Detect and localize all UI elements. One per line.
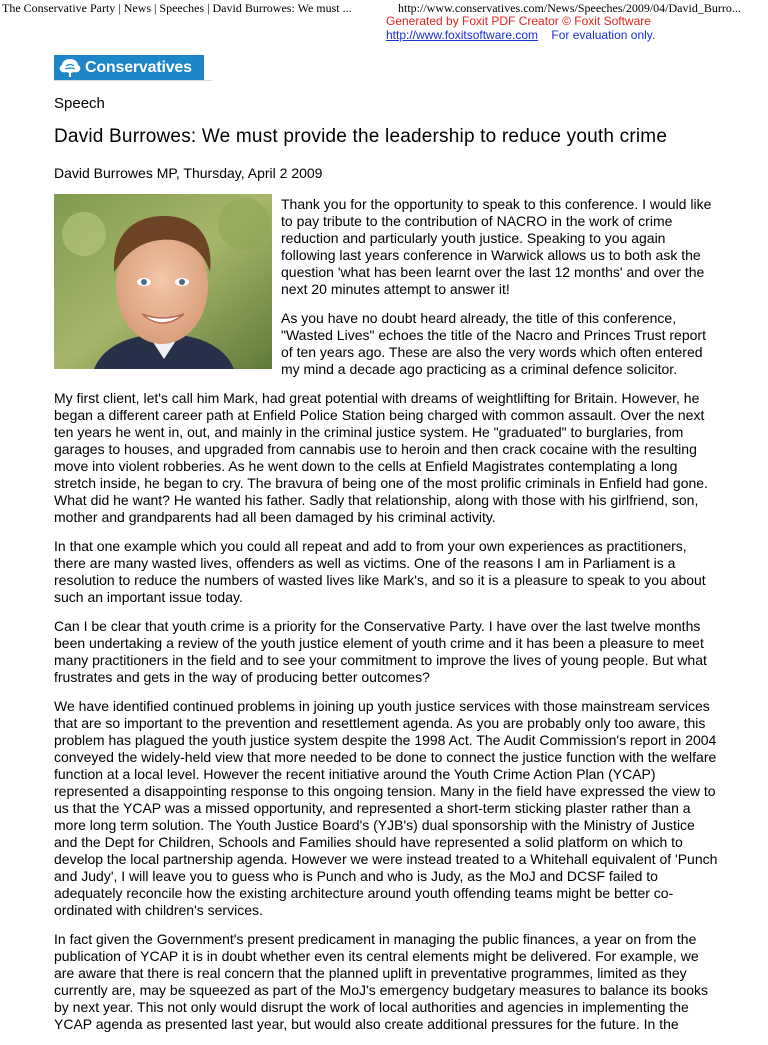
- byline: David Burrowes MP, Thursday, April 2 2009: [54, 165, 323, 181]
- foxit-evaluation-line: [386, 28, 655, 42]
- foxit-notice: [386, 14, 655, 42]
- page-title: David Burrowes: We must provide the leadership to reduce youth crime: [54, 126, 668, 147]
- paragraph: In fact given the Government's present predicament in managing the public finances, a year on from the publication of YCAP it is in doubt whether even its central elements might be delivered. For example, we are aware that there is real concern that the planned uplift in preventative programmes, limited as they currently are, may be squeezed as part of the MoJ's emergency budgetary measures to balance its books by next year. This not only would disrupt the work of local authorities and agencies in implementing the YCAP agenda as presented last year, but would also create additional pressures for the future. In the: [54, 931, 709, 1032]
- paragraph: We have identified continued problems in joining up youth justice services with those mainstream services that are so important to the prevention and resettlement agenda. As you are probably only too aware, this problem has plagued the youth justice system despite the 1998 Act. The Audit Commission's report in 2004 conveyed the widely-held view that more needed to be done to connect the justice function with the welfare function at a local level. However the recent initiative around the Youth Crime Action Plan (YCAP) represented a disappointing response to this ongoing tension. Many in the field have expressed the view to us that the YCAP was a missed opportunity, and represented a short-term sticking plaster rather than a more long term solution. The Youth Justice Board's (YJB's) dual sponsorship with the Ministry of Justice and the Dept for Children, Schools and Families should have represented a solid platform on which to develop the local partnership agenda. However we were instead treated to a Whitehall equivalent of 'Punch and Judy', I will leave you to guess who is Punch and who is Judy, as the MoJ and DCSF failed to adequately reconcile how the existing architecture around youth offending teams might be better co-ordinated with children's services.: [54, 698, 718, 918]
- foxit-generated-text: Generated by Foxit PDF Creator © Foxit Software: [386, 14, 651, 28]
- print-header-url: http://www.conservatives.com/News/Speeches/2009/04/David_Burro...: [398, 1, 741, 15]
- paragraph: My first client, let's call him Mark, had great potential with dreams of weightlifting for Britain. However, he began a different career path at Enfield Police Station being charged with common assault. Over the next ten years he went in, out, and mainly in the criminal justice system. He "graduated" to burglaries, from garages to houses, and upgraded from cannabis use to heroin and then crack cocaine with the resulting move into violent robberies. As he went down to the cells at Enfield Magistrates contemplating a long stretch inside, he began to cry. The bravura of being one of the most prolific criminals in Enfield had gone. What did he want? He wanted his father. Sadly that relationship, along with those with his girlfriend, son, mother and grandparents had all been damaged by his criminal activity.: [54, 390, 708, 525]
- print-header-title: The Conservative Party | News | Speeches | David Burrowes: We must ...: [2, 1, 352, 15]
- conservatives-logo[interactable]: [54, 55, 204, 80]
- paragraph: Thank you for the opportunity to speak to this conference. I would like to pay tribute to the contribution of NACRO in the work of crime reduction and particularly youth justice. Speaking to you again following last years conference in Warwick allows us to both ask the question 'what has been learnt over the last 12 months' and over the next 20 minutes attempt to answer it!: [281, 196, 712, 297]
- section-label: Speech: [54, 95, 105, 112]
- speech-body: [54, 196, 718, 1045]
- foxit-link[interactable]: http://www.foxitsoftware.com: [386, 28, 539, 42]
- paragraph: Can I be clear that youth crime is a priority for the Conservative Party. I have over the last twelve months been undertaking a review of the youth justice element of youth crime and it has been a pleasure to meet many practitioners in the field and to see your commitment to improve the lives of young people. But what frustrates and gets in the way of producing better outcomes?: [54, 618, 707, 685]
- tree-icon: [58, 57, 82, 79]
- paragraph: As you have no doubt heard already, the title of this conference, "Wasted Lives" echoes the title of the Nacro and Princes Trust report of ten years ago. These are also the very words which often entered my mind a decade ago practicing as a criminal defence solicitor.: [281, 310, 706, 377]
- foxit-evaluation-note: For evaluation only.: [551, 28, 656, 42]
- logo-divider: [54, 80, 212, 81]
- paragraph: In that one example which you could all repeat and add to from your own experiences as practitioners, there are many wasted lives, offenders as well as victims. One of the reasons I am in Parliament is a resolution to reduce the numbers of wasted lives like Mark's, and so it is a pleasure to speak to you about such an important issue today.: [54, 538, 706, 605]
- logo-text: Conservatives: [85, 58, 192, 76]
